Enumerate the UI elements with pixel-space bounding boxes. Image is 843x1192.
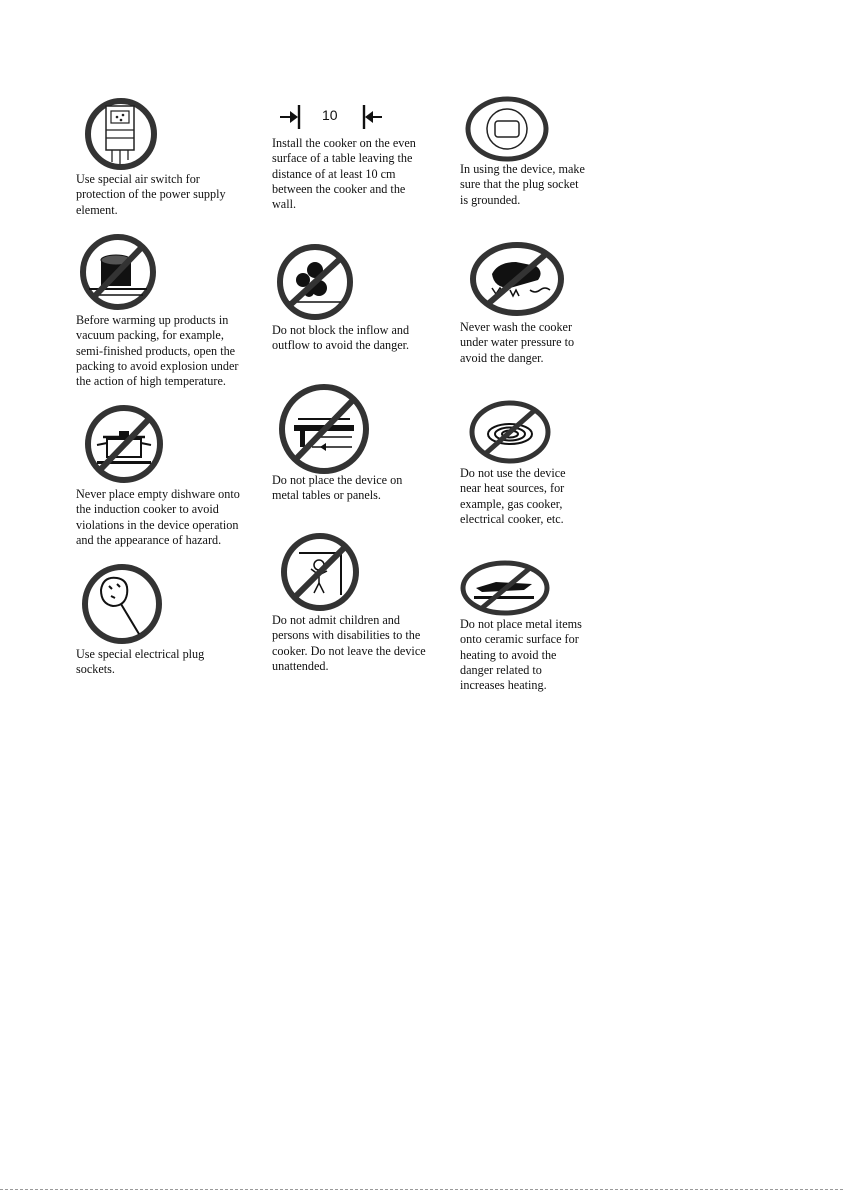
electrical-plug-icon (79, 564, 165, 644)
heat-source-caption: Do not use the device near heat sources, for example, gas cooker, electrical cooker, etc. (460, 466, 566, 526)
children-caption: Do not admit children and persons with disabilities to the cooker. Do not leave the device unattended. (272, 613, 426, 673)
no-vacuum-pack-icon (77, 234, 159, 310)
grounded-caption: In using the device, make sure that the plug socket is grounded. (460, 162, 585, 207)
wash-caption: Never wash the cooker under water pressure to avoid the danger. (460, 320, 575, 365)
no-metal-table-icon (276, 385, 372, 473)
no-wash-icon (470, 242, 564, 316)
air-switch-icon (78, 98, 164, 170)
no-children-icon (279, 533, 361, 611)
grounded-socket-icon (464, 96, 550, 162)
no-metal-items-icon (460, 560, 550, 616)
no-empty-pot-icon (83, 405, 165, 483)
no-heat-source-icon (469, 400, 551, 464)
plug-caption: Use special electrical plug sockets. (76, 647, 205, 677)
distance-caption: Install the cooker on the even surface of a table leaving the distance of at least 10 cm between the cooker and the wall. (272, 136, 416, 212)
air-switch-caption: Use special air switch for protection of the power supply element. (76, 172, 226, 217)
metal-table-caption: Do not place the device on metal tables or panels. (272, 473, 403, 503)
no-block-fan-icon (275, 244, 355, 320)
empty-dish-caption: Never place empty dishware onto the induction cooker to avoid violations in the device operation and the appearance of hazard. (76, 487, 240, 547)
page-bottom-divider (0, 1189, 843, 1190)
vacuum-caption: Before warming up products in vacuum packing, for example, semi-finished products, open the packing to avoid explosion under the action of high temperature. (76, 313, 239, 389)
distance-value: 10 (322, 107, 338, 123)
metal-items-caption: Do not place metal items onto ceramic surface for heating to avoid the danger related to increases heating. (460, 617, 582, 693)
inflow-caption: Do not block the inflow and outflow to avoid the danger. (272, 323, 410, 353)
